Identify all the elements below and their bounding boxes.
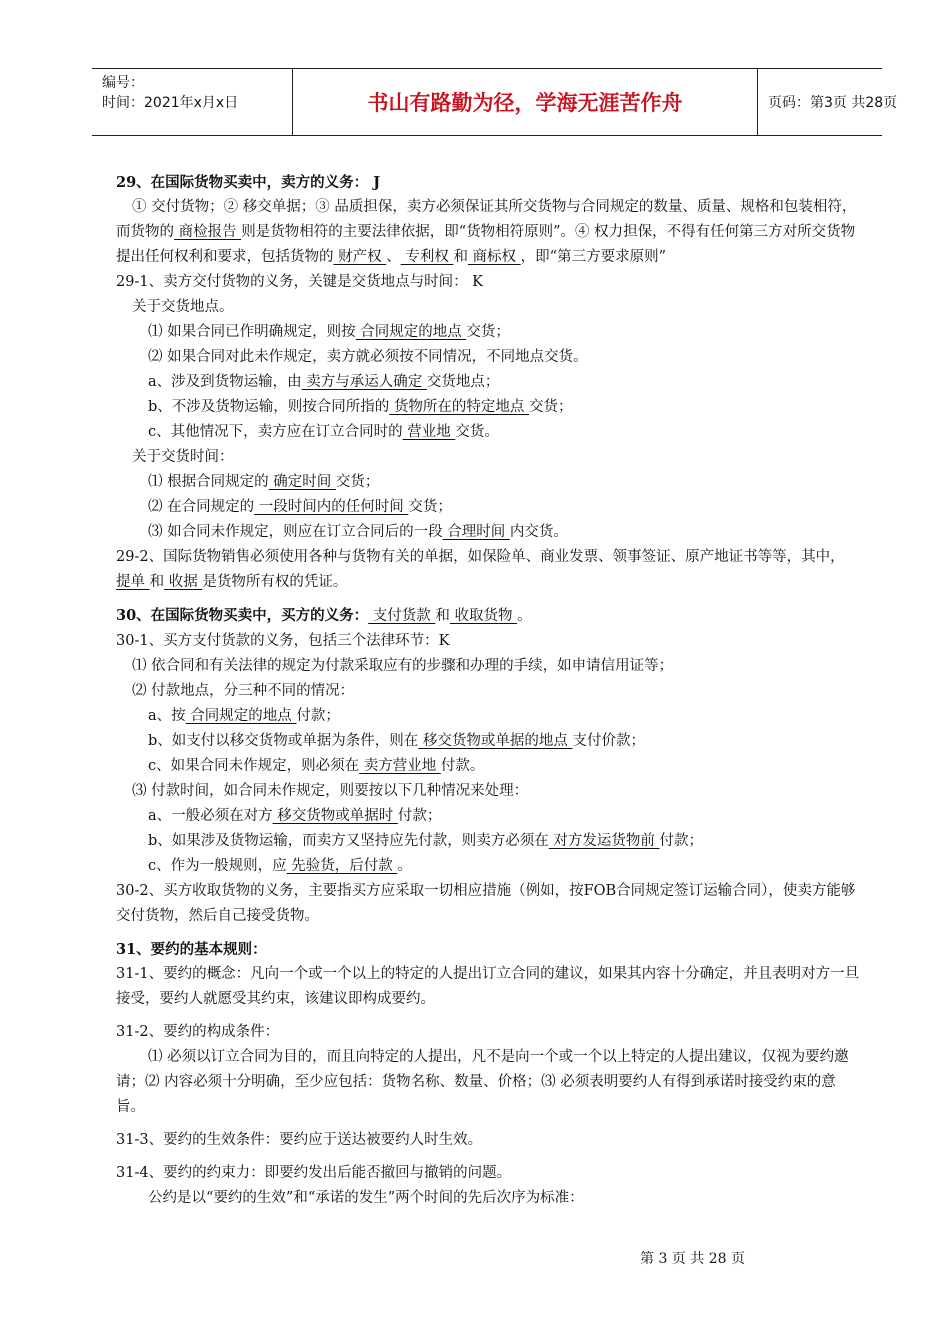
section-31-1: 31-1、要约的概念：凡向一个或一个以上的特定的人提出订立合同的建议，如果其内容十分确定，并且表明对方一旦接受，要约人就愿受其约束，该建议即构成要约。 xyxy=(116,966,860,1007)
delivery-place-heading: 关于交货地点。 xyxy=(132,299,234,315)
page-footer: 第 3 页 共 28 页 xyxy=(640,1251,745,1267)
list-item: b、如支付以移交货物或单据为条件，则在 移交货物或单据的地点 支付价款； xyxy=(148,733,645,749)
underline-term: 财产权 xyxy=(333,249,387,265)
delivery-time-heading: 关于交货时间： xyxy=(132,449,234,465)
document-number-label: 编号： xyxy=(102,75,144,91)
section-31-4-sub: 公约是以“要约的生效”和“承诺的发生”两个时间的先后次序为标准： xyxy=(148,1190,584,1206)
list-item: ⑴ 根据合同规定的 确定时间 交货； xyxy=(148,474,380,490)
section-29-paragraph: ① 交付货物；② 移交单据；③ 品质担保，卖方必须保证其所交货物与合同规定的数量、质量、规格和包装相符，而货物的 商检报告 则是货物相符的主要法律依据，即“货物相符原则”。④ 权力担保，不得有任何第三方对所交货物提出任何权利和要求，包括货物的 财产权 、 专利权 和 商标权 ，即“第三方要求原则” xyxy=(116,199,857,265)
list-item: ⑵ 在合同规定的 一段时间内的任何时间 交货； xyxy=(148,499,452,515)
section-30-2: 30-2、买方收取货物的义务，主要指买方应采取一切相应措施（例如，按FOB合同规定签订运输合同），使卖方能够交付货物，然后自己接受货物。 xyxy=(116,883,856,924)
section-30-title: 30、在国际货物买卖中，买方的义务： 支付货款 和 收取货物 。 xyxy=(116,607,532,624)
section-31-title: 31、要约的基本规则： xyxy=(116,941,267,958)
list-item: ⑶ 付款时间，如合同未作规定，则要按以下几种情况来处理： xyxy=(132,783,529,799)
list-item: b、如果涉及货物运输，而卖方又坚持应先付款，则卖方必须在 对方发运货物前 付款； xyxy=(148,833,703,849)
underline-term: 商检报告 xyxy=(174,224,242,240)
list-item: ⑶ 如合同未作规定，则应在订立合同后的一段 合理时间 内交货。 xyxy=(148,524,568,540)
document-body xyxy=(116,170,860,1211)
page-header xyxy=(92,68,898,136)
list-item: c、作为一般规则，应 先验货，后付款 。 xyxy=(148,858,412,874)
list-item: a、一般必须在对方 移交货物或单据时 付款； xyxy=(148,808,442,824)
list-item: ⑵ 如果合同对此未作规定，卖方就必须按不同情况，不同地点交货。 xyxy=(148,349,588,365)
list-item: ⑴ 如果合同已作明确规定，则按 合同规定的地点 交货； xyxy=(148,324,510,340)
section-29-1-title: 29-1、卖方交付货物的义务，关键是交货地点与时间： K xyxy=(116,274,484,290)
document-time: 时间：2021年x月x日 xyxy=(102,95,239,111)
list-item: ⑴ 依合同和有关法律的规定为付款采取应有的步骤和办理的手续，如申请信用证等； xyxy=(132,658,674,674)
section-29-title: 29、在国际货物买卖中，卖方的义务： J xyxy=(116,174,381,191)
list-item: a、按 合同规定的地点 付款； xyxy=(148,708,340,724)
list-item: c、其他情况下，卖方应在订立合同时的 营业地 交货。 xyxy=(148,424,499,440)
list-item: a、涉及到货物运输，由 卖方与承运人确定 交货地点； xyxy=(148,374,500,390)
underline-term: 商标权 xyxy=(467,249,521,265)
section-30-1-title: 30-1、买方支付货款的义务，包括三个法律环节：K xyxy=(116,633,450,649)
list-item: b、不涉及货物运输，则按合同所指的 货物所在的特定地点 交货； xyxy=(148,399,573,415)
header-meta xyxy=(92,69,292,135)
underline-term: 专利权 xyxy=(400,249,454,265)
list-item: ⑵ 付款地点，分三种不同的情况： xyxy=(132,683,355,699)
section-31-3: 31-3、要约的生效条件：要约应于送达被要约人时生效。 xyxy=(116,1132,483,1148)
section-31-2-title: 31-2、要约的构成条件： xyxy=(116,1024,280,1040)
section-31-4: 31-4、要约的约束力：即要约发出后能否撤回与撤销的问题。 xyxy=(116,1165,512,1181)
section-31-2-body: ⑴ 必须以订立合同为目的，而且向特定的人提出，凡不是向一个或一个以上特定的人提出建议，仅视为要约邀请；⑵ 内容必须十分明确，至少应包括：货物名称、数量、价格；⑶ 必须表明要约人有得到承诺时接受约束的意旨。 xyxy=(116,1049,849,1115)
list-item: c、如果合同未作规定，则必须在 卖方营业地 付款。 xyxy=(148,758,485,774)
header-page-info: 页码：第3页 共28页 xyxy=(768,95,898,111)
section-29-2: 29-2、国际货物销售必须使用各种与货物有关的单据，如保险单、商业发票、领事签证、原产地证书等等，其中， 提单 和 收据 是货物所有权的凭证。 xyxy=(116,549,845,590)
header-motto: 书山有路勤为径，学海无涯苦作舟 xyxy=(292,69,758,135)
